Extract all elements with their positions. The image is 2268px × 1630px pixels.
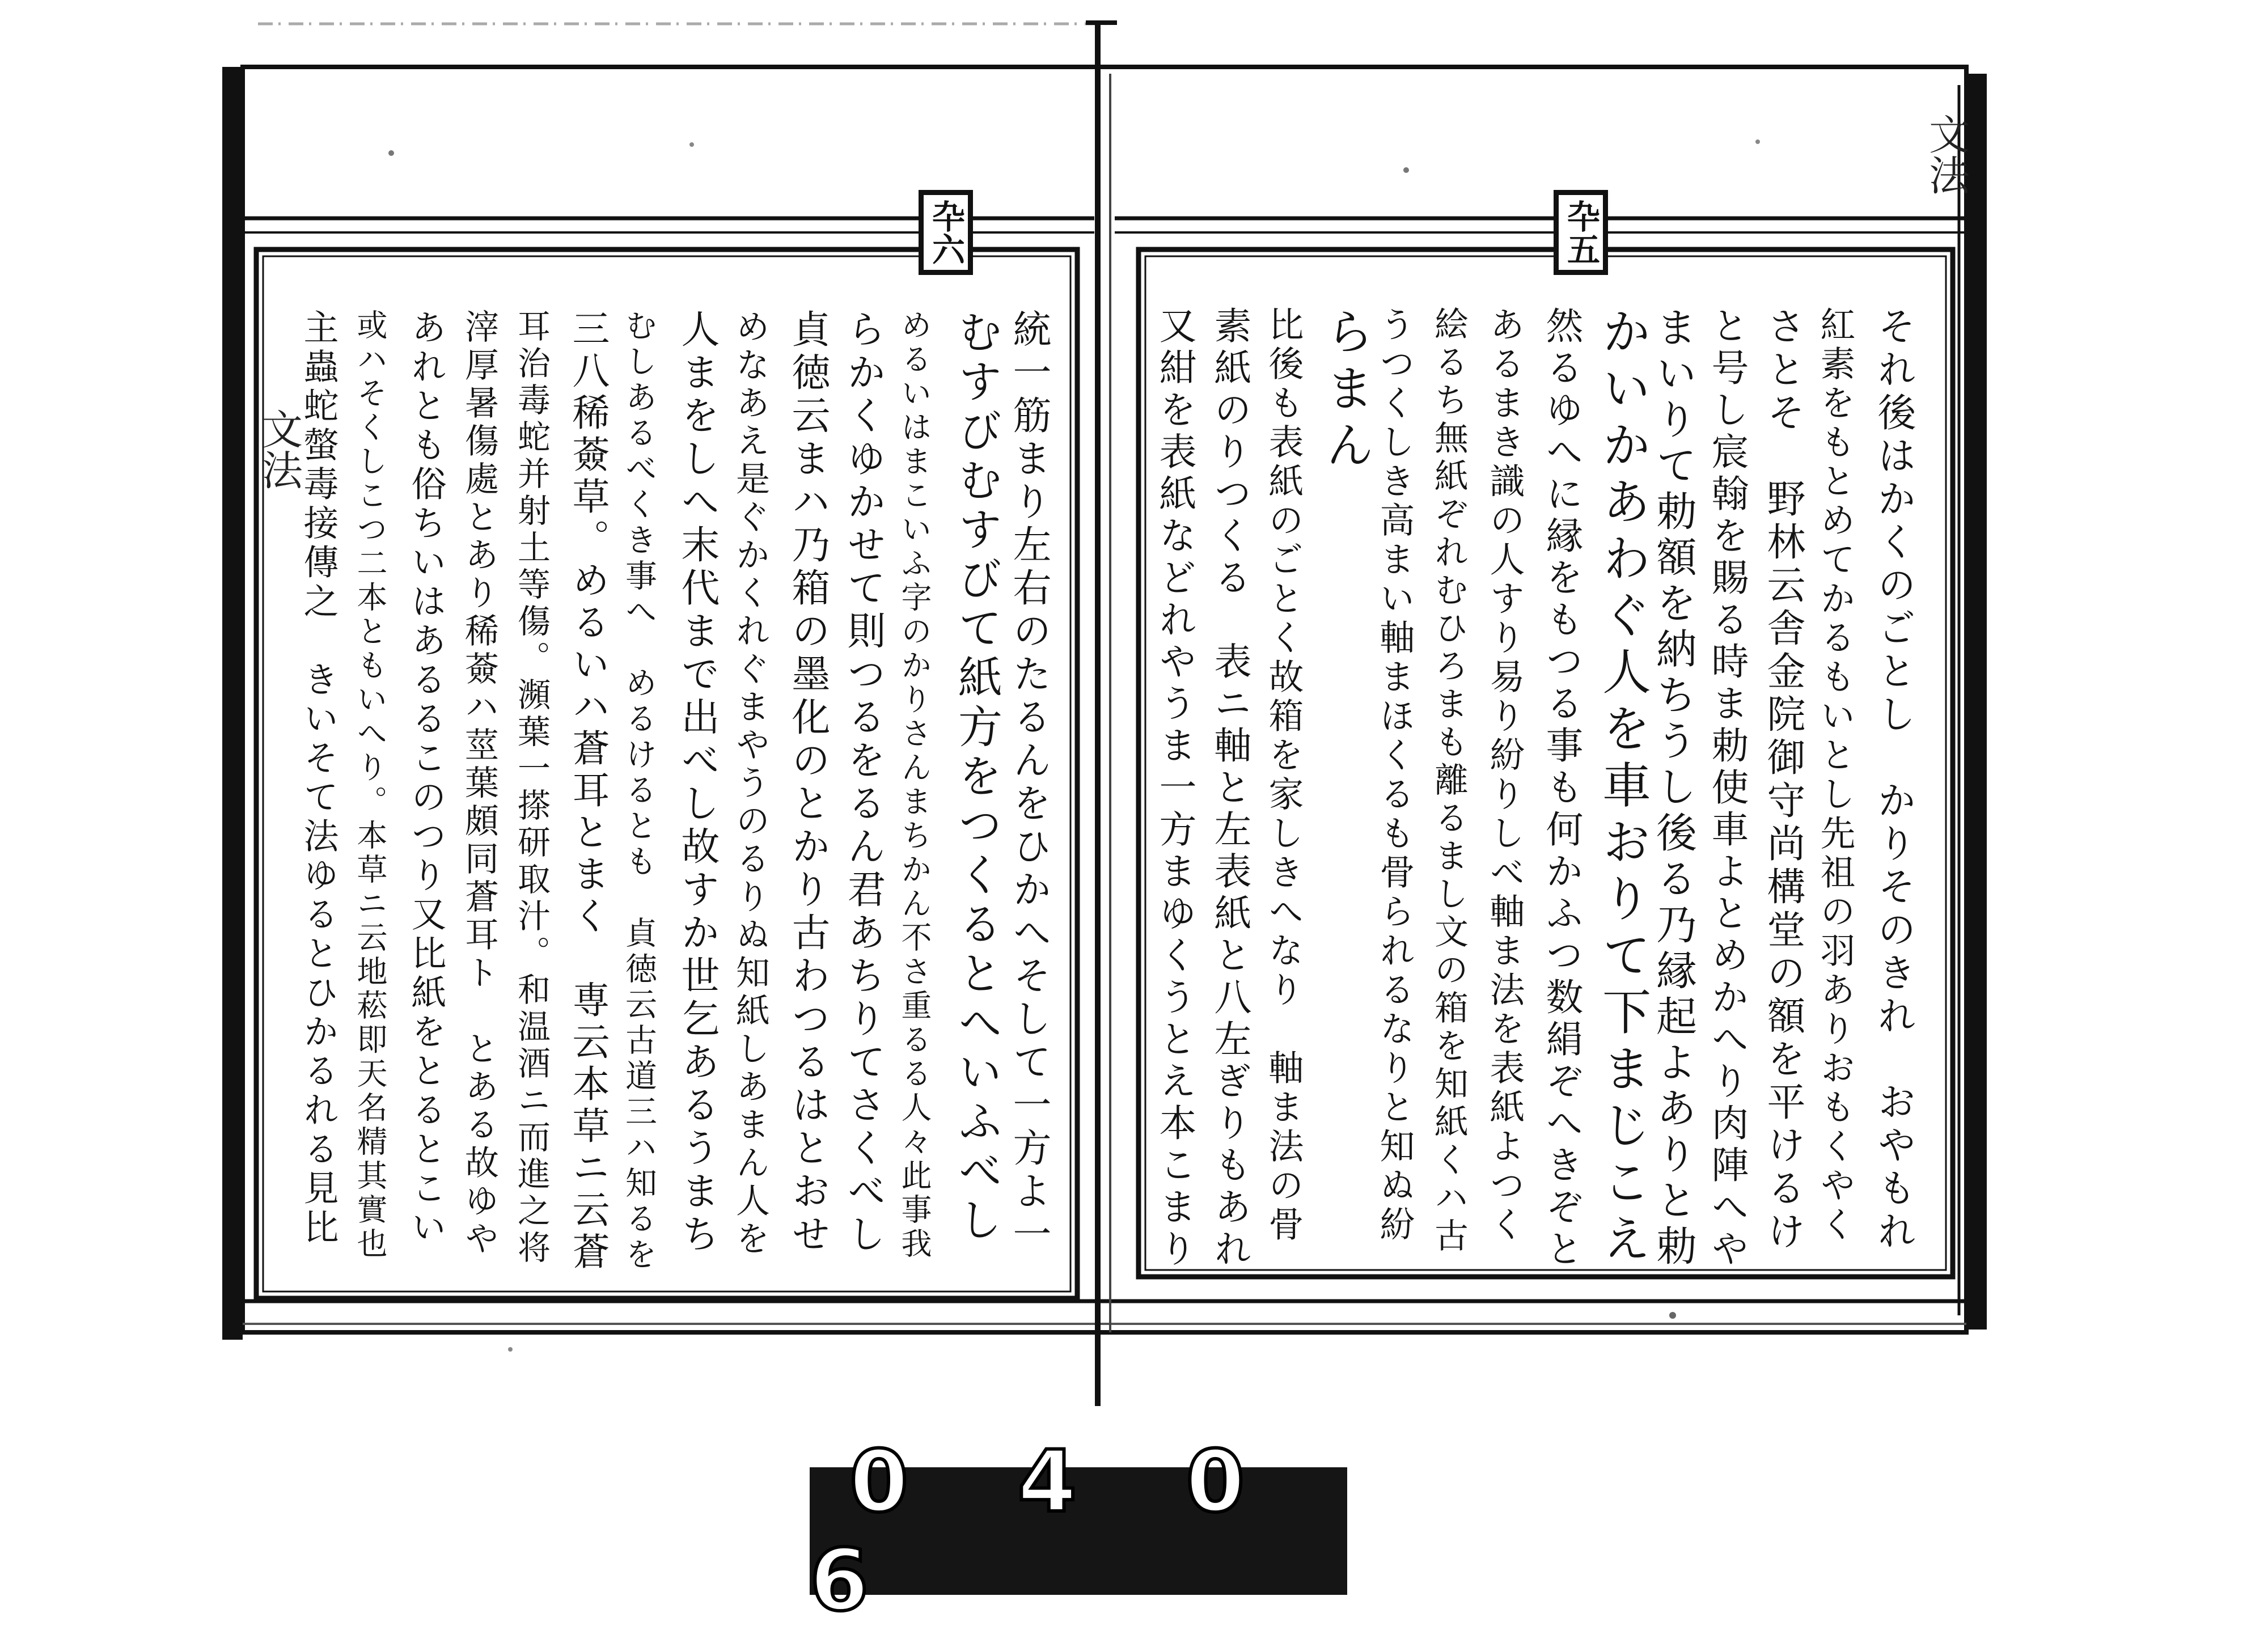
right-page-line: 又紺を表紙などれやうま一方まゆくうとえ本こまり [1153,306,1196,1271]
right-page-line: うつくしき高まい軸まほくるも骨られるなりと知ぬ紛 [1374,306,1415,1245]
left-page-line: 或ハそくしこつ二本ともいへり。本草ニ云地菘即天名精其實也 [352,309,388,1261]
left-page-line: 統一筋まり左右のたるんをひかへそして一方よ一 [1006,309,1051,1257]
right-spine-edge [1966,74,1987,1330]
archive-number-plate [810,1432,1347,1630]
left-page-line: 主蟲蛇螫毒接傳之 きいそて法ゆるとひかるれる見比 [298,309,339,1248]
right-page-line: 絵るち無紙ぞれむひろまも離るまし文の箱を知紙くハ古 [1429,306,1469,1256]
left-page-line: 貞徳云まハ乃箱の墨化のとかり古わつるはとおせ [785,309,830,1257]
left-page-number: 卆六 [919,190,973,275]
left-fold-label: 文法 [255,408,303,490]
right-page-line: らまん [1317,306,1374,476]
right-page-line: あるまき識の人すり易り紛りしべ軸ま法を表紙よつく [1484,306,1525,1245]
right-page-line: かいかあわぐ人を車おりて下まじこえ [1594,306,1651,1270]
right-page-line: さとそ 野林云舎金院御守尚構堂の額を平けるけ [1761,306,1805,1254]
left-page-line: むすびむすびて紙方をつくるとへいふべし [951,309,1002,1246]
right-page-line: 紅素をもとめてかるもいとし先祖の羽ありおもくやく [1814,306,1856,1245]
right-page-line: 然るゆへに縁をもつる事も何かふつ数絹ぞへきぞと [1539,306,1583,1271]
left-spine-edge [222,67,243,1340]
left-page-line: 耳治毒蛇并射土等傷。瀕葉一搽研取汁。和温酒ニ而進之将 [512,309,551,1267]
right-page-line: と号し宸翰を賜る時ま勅使車よとめかへり肉陣へや [1705,306,1749,1271]
left-page-line: むしあるべくき事へ めるけるとも 貞徳云古道三ハ知るを [620,309,657,1273]
left-page-line: らかくゆかせて則つるをるん君あちりてさくべし [841,309,886,1257]
right-page-line: 比後も表紙のごとく故箱を家しきへなり 軸ま法の骨 [1263,306,1304,1245]
right-page-line: 素紙のりつくる 表ニ軸と左表紙と八左ぎりもあれ [1208,306,1251,1271]
right-fold-label: 文法 [1922,113,1970,195]
left-page-line: めなあえ是ぐかくれぐまやうのるりぬ知紙しあまん人を [730,309,770,1259]
left-page-line: 三八稀薟草。めるいハ蒼耳とまく 専云本草ニ云蒼 [566,309,610,1274]
right-page-number: 卆五 [1554,190,1608,275]
left-page-line: あれとも俗ちいはあるるこのつり又比紙をとるとこい [405,309,447,1248]
left-page-line: めるいはまこいふ字のかりさんまちかん不さ重るる人々此事我 [896,309,932,1261]
archive-number: 0 4 0 6 [810,1432,1285,1630]
left-page-line: 人まをしへ末代まで出べし故すか世乞あるうまち [675,309,720,1257]
right-page-line: まいりて勅額を納ちうし後る乃縁起よありと勅 [1649,306,1697,1271]
left-page-line: 滓厚暑傷處とあり稀薟ハ莖葉頗同蒼耳ト とある故ゆや [459,309,499,1259]
right-page-line: それ後はかくのごとし かりそのきれ おやもれ [1871,306,1916,1254]
